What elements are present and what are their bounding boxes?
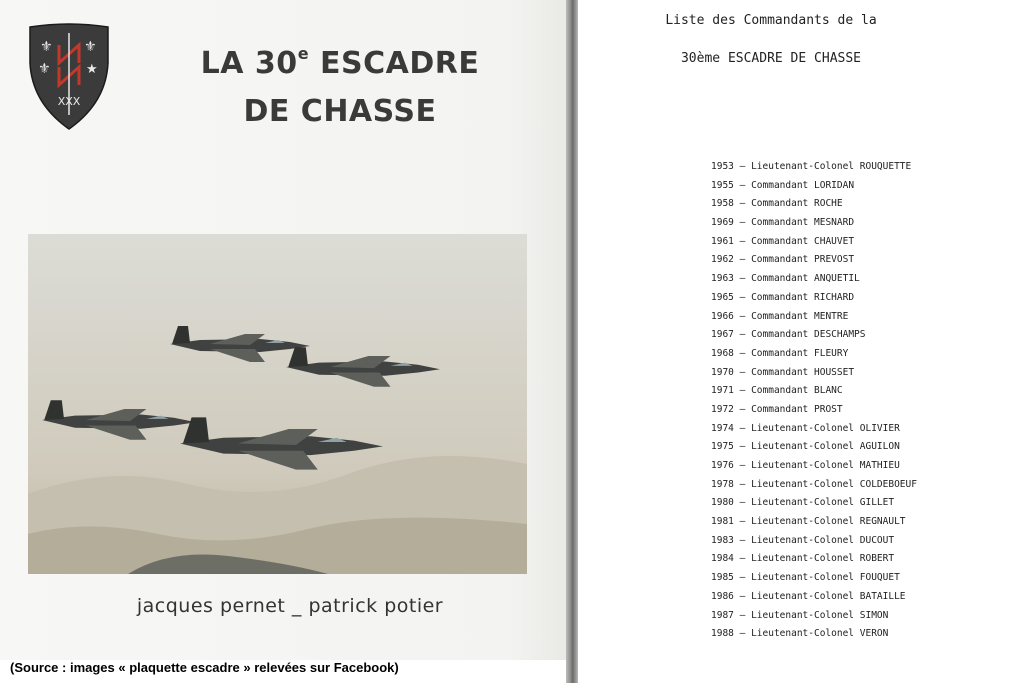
commander-year: 1968 <box>711 347 734 359</box>
commander-year: 1955 <box>711 179 734 191</box>
commanders-list <box>711 158 917 644</box>
commander-year: 1970 <box>711 366 734 378</box>
commander-row: 1978 – Lieutenant-Colonel COLDEBOEUF <box>711 478 917 490</box>
commander-year: 1986 <box>711 590 734 602</box>
commander-name: MENTRE <box>814 310 849 322</box>
commander-row: 1955 – Commandant LORIDAN <box>711 179 855 191</box>
commander-name: DESCHAMPS <box>814 329 866 341</box>
commander-name: SIMON <box>859 609 889 621</box>
commander-row: 1965 – Commandant RICHARD <box>711 291 855 303</box>
svg-text:⚜: ⚜ <box>38 61 51 77</box>
commander-rank: Lieutenant-Colonel <box>751 534 855 546</box>
commander-row: 1969 – Commandant MESNARD <box>711 217 855 229</box>
commander-rank: Lieutenant-Colonel <box>751 497 855 509</box>
commander-rank: Lieutenant-Colonel <box>751 590 855 602</box>
commander-rank: Commandant <box>751 217 809 229</box>
commander-rank: Lieutenant-Colonel <box>751 628 855 640</box>
commander-year: 1966 <box>711 310 734 322</box>
commander-year: 1988 <box>711 628 734 640</box>
commander-name: BATAILLE <box>859 590 906 602</box>
commander-year: 1981 <box>711 516 734 528</box>
commander-year: 1958 <box>711 198 734 210</box>
commander-name: AGUILON <box>859 441 900 453</box>
star-icon <box>86 62 98 77</box>
commanders-title-line2: 30ème ESCADRE DE CHASSE <box>680 51 861 66</box>
commander-rank: Lieutenant-Colonel <box>751 161 855 172</box>
commander-year: 1974 <box>711 422 734 434</box>
commander-rank: Commandant <box>751 366 809 378</box>
commander-rank: Commandant <box>751 235 809 247</box>
book-spine <box>566 0 578 683</box>
fleur-de-lis-icon <box>40 39 53 55</box>
commander-rank: Lieutenant-Colonel <box>751 572 855 584</box>
commander-year: 1962 <box>711 254 734 266</box>
commander-row: 1984 – Lieutenant-Colonel ROBERT <box>711 553 895 565</box>
commander-row: 1983 – Lieutenant-Colonel DUCOUT <box>711 534 895 546</box>
fleur-de-lis-icon <box>84 39 97 55</box>
commander-name: MESNARD <box>814 217 855 229</box>
commander-name: VERON <box>859 628 889 640</box>
commander-rank: Commandant <box>751 385 809 397</box>
commander-year: 1972 <box>711 403 734 415</box>
commander-rank: Lieutenant-Colonel <box>751 553 855 565</box>
commander-year: 1984 <box>711 553 734 565</box>
commander-year: 1983 <box>711 534 734 546</box>
commander-name: OLIVIER <box>859 422 900 434</box>
commander-row: 1968 – Commandant FLEURY <box>711 347 849 359</box>
commander-year: 1965 <box>711 291 734 303</box>
commander-row: 1962 – Commandant PREVOST <box>711 254 855 266</box>
commander-rank: Lieutenant-Colonel <box>751 609 855 621</box>
commander-row: 1953 – Lieutenant-Colonel ROUQUETTE <box>711 161 912 172</box>
commander-rank: Lieutenant-Colonel <box>751 460 855 471</box>
emblem-roman-numeral: XXX <box>57 95 81 108</box>
commander-name: MATHIEU <box>859 460 900 471</box>
commander-year: 1967 <box>711 329 734 341</box>
commander-rank: Commandant <box>751 273 809 285</box>
commander-name: RICHARD <box>814 291 855 303</box>
commander-rank: Commandant <box>751 347 809 359</box>
commander-name: LORIDAN <box>814 179 855 191</box>
commander-row: 1963 – Commandant ANQUETIL <box>711 273 860 285</box>
commanders-page <box>578 0 1024 683</box>
commander-rank: Commandant <box>751 291 809 303</box>
commander-row: 1980 – Lieutenant-Colonel GILLET <box>711 497 895 509</box>
commander-name: ROBERT <box>859 553 895 565</box>
commander-row: 1972 – Commandant PROST <box>711 403 843 415</box>
commander-year: 1985 <box>711 572 734 584</box>
commanders-title-line1: Liste des Commandants de la <box>665 13 877 28</box>
title-suffix: ESCADRE <box>309 46 480 81</box>
commander-row: 1961 – Commandant CHAUVET <box>711 235 855 247</box>
commander-row: 1987 – Lieutenant-Colonel SIMON <box>711 609 889 621</box>
commander-rank: Commandant <box>751 254 809 266</box>
book-title <box>140 30 540 136</box>
title-prefix: LA 30 <box>200 46 298 81</box>
squadron-emblem <box>26 23 112 131</box>
commander-year: 1976 <box>711 460 734 471</box>
commander-rank: Commandant <box>751 403 809 415</box>
commander-rank: Commandant <box>751 310 809 322</box>
commander-row: 1970 – Commandant HOUSSET <box>711 366 855 378</box>
commander-row: 1985 – Lieutenant-Colonel FOUQUET <box>711 572 900 584</box>
book-authors: jacques pernet _ patrick potier <box>136 595 444 617</box>
title-superscript: e <box>297 44 310 63</box>
commander-rank: Lieutenant-Colonel <box>751 441 855 453</box>
commander-name: CHAUVET <box>814 235 855 247</box>
commander-rank: Lieutenant-Colonel <box>751 478 855 490</box>
commander-row: 1966 – Commandant MENTRE <box>711 310 849 322</box>
commander-name: ROCHE <box>814 198 843 210</box>
commander-row: 1958 – Commandant ROCHE <box>711 198 843 210</box>
svg-text:⚜: ⚜ <box>84 39 97 55</box>
commander-year: 1961 <box>711 235 734 247</box>
source-caption: (Source : images « plaquette escadre » relevées sur Facebook) <box>10 660 399 675</box>
commander-name: FOUQUET <box>859 572 900 584</box>
commander-year: 1963 <box>711 273 734 285</box>
commander-name: ROUQUETTE <box>859 161 912 172</box>
commander-rank: Commandant <box>751 179 809 191</box>
commander-row: 1975 – Lieutenant-Colonel AGUILON <box>711 441 900 453</box>
commander-name: GILLET <box>859 497 895 509</box>
commander-year: 1980 <box>711 497 734 509</box>
commander-name: FLEURY <box>814 347 849 359</box>
commander-year: 1975 <box>711 441 734 453</box>
commander-name: PREVOST <box>814 254 855 266</box>
commander-row: 1976 – Lieutenant-Colonel MATHIEU <box>711 460 900 471</box>
commander-row: 1988 – Lieutenant-Colonel VERON <box>711 628 889 640</box>
commander-year: 1987 <box>711 609 734 621</box>
commander-name: DUCOUT <box>859 534 895 546</box>
fleur-de-lis-icon <box>38 61 51 77</box>
commander-year: 1969 <box>711 217 734 229</box>
commander-name: PROST <box>814 403 843 415</box>
commander-name: ANQUETIL <box>814 273 860 285</box>
commander-row: 1967 – Commandant DESCHAMPS <box>711 329 866 341</box>
commander-row: 1986 – Lieutenant-Colonel BATAILLE <box>711 590 906 602</box>
commander-rank: Commandant <box>751 329 809 341</box>
commander-year: 1978 <box>711 478 734 490</box>
commander-row: 1981 – Lieutenant-Colonel REGNAULT <box>711 516 906 528</box>
book-title-line1 <box>140 30 540 88</box>
commander-name: COLDEBOEUF <box>859 478 917 490</box>
commander-row: 1971 – Commandant BLANC <box>711 385 843 397</box>
commander-name: BLANC <box>814 385 843 397</box>
commander-row: 1974 – Lieutenant-Colonel OLIVIER <box>711 422 900 434</box>
cover-photo <box>28 234 527 574</box>
commander-rank: Lieutenant-Colonel <box>751 516 855 528</box>
commander-year: 1953 <box>711 161 734 172</box>
svg-text:★: ★ <box>86 62 98 77</box>
commander-name: REGNAULT <box>859 516 906 528</box>
commander-year: 1971 <box>711 385 734 397</box>
book-title-line2: DE CHASSE <box>243 94 437 129</box>
commander-rank: Commandant <box>751 198 809 210</box>
svg-text:⚜: ⚜ <box>40 39 53 55</box>
commander-name: HOUSSET <box>814 366 855 378</box>
commander-rank: Lieutenant-Colonel <box>751 422 855 434</box>
